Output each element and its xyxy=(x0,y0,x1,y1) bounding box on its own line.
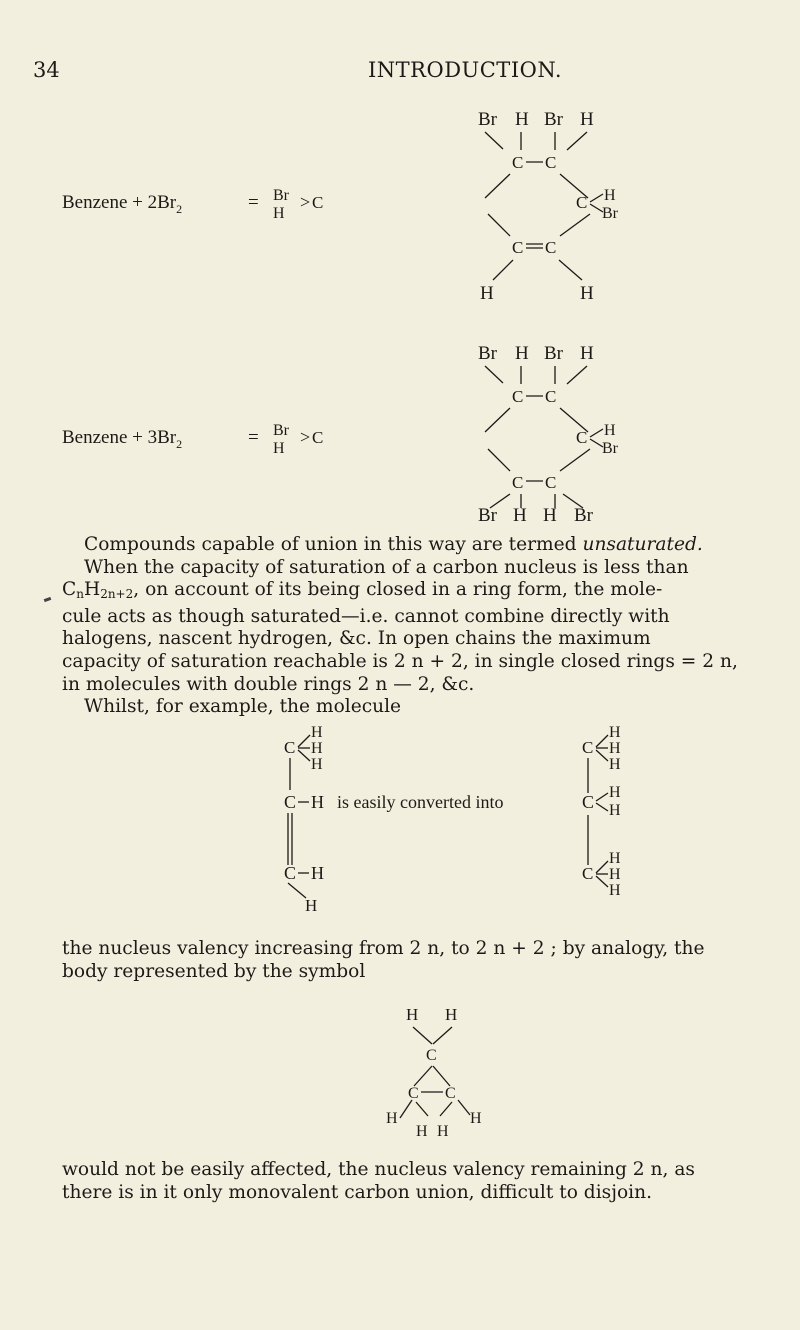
left-c2: C xyxy=(284,792,297,812)
right-c3-h1: H xyxy=(609,850,621,867)
eq1-c-right: C xyxy=(576,193,588,212)
para1-line2: When the capacity of saturation of a carbon nucleus is less than xyxy=(84,556,689,578)
eq1-bottom-h1: H xyxy=(480,283,494,304)
paragraph-monovalent xyxy=(62,1159,768,1204)
eq1-left-bracket: > xyxy=(300,192,311,212)
eq2-c-bottom-right: C xyxy=(545,473,557,492)
eq2-right-br: Br xyxy=(602,440,618,457)
eq1-left-h: H xyxy=(273,205,285,222)
ring-top-c: C xyxy=(426,1047,437,1064)
eq1-right-br: Br xyxy=(602,205,618,222)
eq2-c-top-right: C xyxy=(545,387,557,406)
right-c1: C xyxy=(582,738,594,757)
eq1-lhs: Benzene + $2Br_2$ xyxy=(62,192,183,216)
left-c2-h: H xyxy=(311,792,324,812)
ring-top-h1: H xyxy=(406,1005,419,1024)
eq2-top-br1: Br xyxy=(478,343,497,364)
eq2-c-top-left: C xyxy=(512,387,524,406)
running-title: INTRODUCTION. xyxy=(368,58,563,82)
equation-benzene-dibromide xyxy=(0,90,800,320)
eq2-top-h2: H xyxy=(580,343,594,364)
para1-line6: capacity of saturation reachable is 2 n + 2, in single closed rings = 2 n, xyxy=(62,650,738,672)
eq1-top-h2: H xyxy=(580,109,594,130)
ring-left-h: H xyxy=(386,1110,398,1127)
ring-top-h2: H xyxy=(445,1005,458,1024)
eq1-top-h1: H xyxy=(515,109,529,130)
para1-line8: Whilst, for example, the molecule xyxy=(84,696,402,718)
eq2-bottom-h2: H xyxy=(543,505,557,526)
eq2-bottom-h1: H xyxy=(513,505,527,526)
eq1-top-br1: Br xyxy=(478,109,497,130)
eq2-c-left: C xyxy=(312,428,324,447)
eq1-right-h: H xyxy=(604,187,616,204)
right-c1-h2: H xyxy=(609,740,621,757)
left-c1: C xyxy=(284,738,296,757)
right-c2-h1: H xyxy=(609,784,621,801)
ring-bottom-h1: H xyxy=(416,1123,428,1140)
eq2-c-bottom-left: C xyxy=(512,473,524,492)
left-c3: C xyxy=(284,863,297,883)
para3-line1: would not be easily affected, the nucleus valency remaining 2 n, as xyxy=(62,1159,695,1180)
right-c2-h2: H xyxy=(609,802,621,819)
eq1-bottom-h2: H xyxy=(580,283,594,304)
eq2-top-br2: Br xyxy=(544,343,563,364)
para1-line1: Compounds capable of union in this way are termed unsaturated. xyxy=(84,534,703,555)
eq1-c-top-left: C xyxy=(512,153,524,172)
margin-mark xyxy=(44,597,52,602)
right-c1-h3: H xyxy=(609,756,621,773)
eq1-c-left: C xyxy=(312,193,324,212)
left-c1-h2: H xyxy=(311,740,323,757)
eq2-left-h: H xyxy=(273,440,285,457)
para1-line4: cule acts as though saturated—i.e. cannot combine directly with xyxy=(62,605,670,627)
para2-line1: the nucleus valency increasing from 2 n, to 2 n + 2 ; by analogy, the xyxy=(62,938,705,959)
eq2-c-right: C xyxy=(576,428,588,447)
ring-left-c: C xyxy=(408,1085,419,1102)
left-c1-h3: H xyxy=(311,756,323,773)
eq1-top-br2: Br xyxy=(544,109,563,130)
right-c2: C xyxy=(582,792,595,812)
eq2-top-h1: H xyxy=(515,343,529,364)
eq1-equals: = xyxy=(248,192,259,213)
left-c1-h1: H xyxy=(311,724,323,741)
eq2-equals: = xyxy=(248,427,259,448)
para3-line2: there is in it only monovalent carbon union, difficult to disjoin. xyxy=(62,1181,652,1203)
ring-bottom-h2: H xyxy=(437,1123,449,1140)
eq1-c-bottom-right: C xyxy=(545,238,557,257)
eq1-left-br: Br xyxy=(273,187,289,204)
eq2-bottom-br2: Br xyxy=(574,505,593,526)
para1-line3: $C_nH_{2n+2}$, on account of its being closed in a ring form, the mole- xyxy=(62,579,663,602)
conversion-phrase: is easily converted into xyxy=(337,792,504,812)
eq1-c-top-right: C xyxy=(545,153,557,172)
right-c3-h3: H xyxy=(609,882,621,899)
right-c1-h1: H xyxy=(609,724,621,741)
paragraph-valency xyxy=(62,938,768,983)
eq2-lhs: Benzene + $3Br_2$ xyxy=(62,427,183,451)
right-c3-h2: H xyxy=(609,866,621,883)
para2-line2: body represented by the symbol xyxy=(62,960,366,982)
para1-line5: halogens, nascent hydrogen, &c. In open chains the maximum xyxy=(62,628,651,650)
conversion-diagram xyxy=(0,715,800,915)
eq2-right-h: H xyxy=(604,422,616,439)
eq1-c-bottom-left: C xyxy=(512,238,524,257)
eq2-bottom-br1: Br xyxy=(478,505,497,526)
ring-right-h: H xyxy=(470,1110,482,1127)
ring-right-c: C xyxy=(445,1085,456,1102)
eq2-left-br: Br xyxy=(273,422,289,439)
left-c3-h: H xyxy=(311,863,324,883)
eq2-left-bracket: > xyxy=(300,427,311,447)
para1-line7: in molecules with double rings 2 n — 2, &c. xyxy=(62,673,475,695)
right-c3: C xyxy=(582,864,594,883)
page-number: 34 xyxy=(33,58,60,82)
equation-benzene-tribromide xyxy=(0,322,800,526)
left-c3-h-bottom: H xyxy=(305,896,318,915)
ring-symbol xyxy=(0,990,800,1140)
paragraph-unsaturated xyxy=(62,534,768,719)
